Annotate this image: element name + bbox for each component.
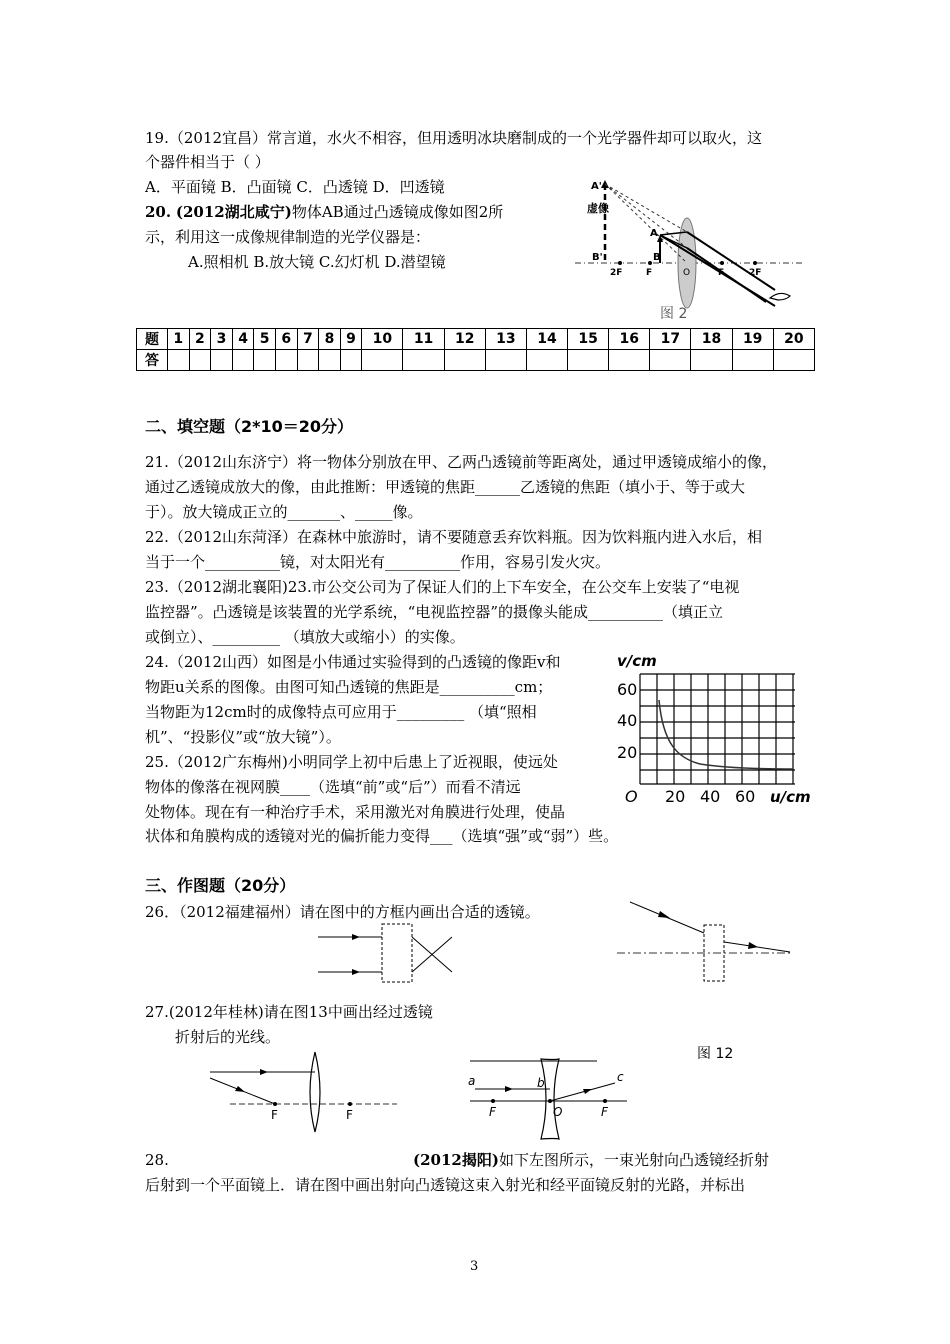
answer-cell[interactable] (403, 350, 444, 371)
table-cell-number: 4 (232, 329, 254, 350)
page-number: 3 (470, 1259, 479, 1274)
answer-cell[interactable] (444, 350, 485, 371)
answer-cell[interactable] (691, 350, 732, 371)
table-cell-number: 5 (254, 329, 276, 350)
label-f-left: F (271, 1108, 278, 1122)
q21-line2: 通过乙透镜成放大的像，由此推断：甲透镜的焦距______乙透镜的焦距（填小于、等于或大 (145, 478, 746, 496)
figure-2-lens-diagram (570, 172, 810, 322)
q27-line1: 27.(2012年桂林)请在图13中画出经过透镜 (145, 1003, 433, 1021)
answer-cell[interactable] (211, 350, 233, 371)
focal-point-right (348, 1102, 352, 1106)
label-b: b (537, 1076, 545, 1090)
table-cell-number: 18 (691, 329, 732, 350)
answer-cell[interactable] (650, 350, 691, 371)
answer-cell[interactable] (168, 350, 190, 371)
eye-icon (770, 293, 790, 300)
table-cell-number: 3 (211, 329, 233, 350)
q28-number: 28. (145, 1151, 169, 1169)
q20-options: A.照相机 B.放大镜 C.幻灯机 D.潜望镜 (188, 253, 446, 271)
label-c: c (617, 1070, 624, 1084)
answer-cell[interactable] (254, 350, 276, 371)
answer-cell[interactable] (485, 350, 526, 371)
focal-point-left (491, 1099, 495, 1103)
dashed-ray-2 (605, 184, 687, 248)
q24-line1: 24.（2012山西）如图是小伟通过实验得到的凸透镜的像距v和 (145, 653, 561, 671)
graph-x-tick: 20 (665, 787, 686, 806)
answer-cell[interactable] (297, 350, 319, 371)
q24-line3: 当物距为12cm时的成像特点可应用于_________ （填“照相 (145, 703, 537, 721)
label-a: A (650, 228, 658, 239)
q21-line1: 21.（2012山东济宁）将一物体分别放在甲、乙两凸透镜前等距离处，通过甲透镜成缩小的像， (145, 453, 778, 471)
table-header-question: 题 (137, 329, 168, 350)
arrowhead (658, 911, 670, 918)
answer-cell[interactable] (609, 350, 650, 371)
answer-table-answer-row (137, 350, 815, 371)
figure-2-caption: 图 2 (660, 306, 688, 322)
q22-line1: 22.（2012山东菏泽）在森林中旅游时，请不要随意丢弃饮料瓶。因为饮料瓶内进入水后，相 (145, 528, 763, 546)
section-2-title: 二、填空题（2*10＝20分） (145, 417, 354, 436)
q20-line1-text: 物体AB通过凸透镜成像如图2所 (291, 203, 504, 221)
arrowhead (748, 942, 758, 949)
label-a: a (468, 1074, 476, 1088)
q26-figure-right (612, 895, 797, 990)
table-cell-number: 8 (319, 329, 341, 350)
arrowhead (352, 934, 360, 940)
label-o: O (683, 268, 691, 278)
q20-line2: 示，利用这一成像规律制造的光学仪器是： (145, 228, 431, 246)
q23-line2: 监控器”。凸透镜是该装置的光学系统，“电视监控器”的摄像头能成__________（填正立 (145, 603, 724, 621)
focal-point-right (603, 1099, 607, 1103)
table-cell-number: 9 (340, 329, 362, 350)
table-cell-number: 2 (189, 329, 211, 350)
q25-line3: 处物体。现在有一种治疗手术，采用激光对角膜进行处理，使晶 (145, 803, 566, 821)
q21-line3: 于）。放大镜成正立的_______、_____像。 (145, 503, 423, 521)
label-b-prime: B' (592, 252, 603, 263)
arrowhead (235, 1086, 245, 1092)
q19-line1: 19.（2012宜昌）常言道，水火不相容，但用透明冰块磨制成的一个光学器件却可以取火，这 (145, 129, 763, 147)
graph-x-label: u/cm (770, 788, 811, 806)
answer-cell[interactable] (232, 350, 254, 371)
q23-line3: 或倒立）、_________ （填放大或缩小）的实像。 (145, 628, 465, 646)
q27-line2: 折射后的光线。 (175, 1028, 281, 1046)
answer-cell[interactable] (319, 350, 341, 371)
label-f-left: F (489, 1105, 496, 1119)
graph-x-tick: 40 (700, 787, 721, 806)
label-f-right: F (601, 1105, 608, 1119)
table-cell-number: 13 (485, 329, 526, 350)
graph-y-label: v/cm (617, 652, 657, 670)
q27-figure-concave (465, 1055, 630, 1140)
answer-cell[interactable] (275, 350, 297, 371)
dashed-ray-3 (605, 184, 687, 263)
ray-out-1 (687, 232, 775, 290)
table-cell-number: 20 (773, 329, 814, 350)
point-2f-right (753, 261, 757, 265)
figure-12-caption: 图 12 (697, 1046, 734, 1062)
label-2f-right: 2F (749, 268, 762, 278)
q27-figure-convex (205, 1048, 400, 1133)
q28-line1 (413, 1150, 769, 1170)
q25-line2: 物体的像落在视网膜____（选填“前”或“后”）而看不清远 (145, 778, 521, 796)
table-cell-number: 10 (362, 329, 403, 350)
virtual-image-label: 虚像 (587, 202, 609, 215)
v-u-graph (615, 648, 815, 808)
label-f-left: F (646, 268, 653, 278)
table-cell-number: 1 (168, 329, 190, 350)
convex-lens (310, 1052, 320, 1132)
graph-grid (640, 674, 795, 784)
label-o: O (553, 1105, 563, 1119)
table-cell-number: 19 (732, 329, 773, 350)
graph-x-tick: 60 (735, 787, 756, 806)
q20-line1 (145, 202, 503, 222)
q26-figure-left (310, 922, 460, 987)
table-cell-number: 11 (403, 329, 444, 350)
point-f-right (720, 261, 724, 265)
answer-cell[interactable] (568, 350, 609, 371)
label-a-prime: A' (591, 181, 602, 192)
arrowhead (352, 969, 360, 975)
answer-cell[interactable] (732, 350, 773, 371)
arrowhead (260, 1069, 268, 1075)
dashed-ray-1 (605, 184, 687, 232)
answer-cell[interactable] (189, 350, 211, 371)
q24-line4: 机”、“投影仪”或“放大镜”）。 (145, 728, 341, 746)
table-cell-number: 7 (297, 329, 319, 350)
label-b: B (653, 252, 661, 263)
optical-center (548, 1099, 552, 1103)
graph-origin-label: O (625, 787, 638, 806)
table-cell-number: 6 (275, 329, 297, 350)
q28-line2: 后射到一个平面镜上．请在图中画出射向凸透镜这束入射光和经平面镜反射的光路，并标出 (145, 1176, 746, 1194)
q20-source: (2012湖北咸宁) (175, 203, 292, 221)
v-u-curve (659, 700, 793, 769)
arrowhead (505, 1086, 513, 1092)
table-cell-number: 14 (526, 329, 567, 350)
answer-cell[interactable] (773, 350, 814, 371)
q26-text: 26．（2012福建福州）请在图中的方框内画出合适的透镜。 (145, 903, 540, 921)
table-cell-number: 16 (609, 329, 650, 350)
q25-line4: 状体和角膜构成的透镜对光的偏折能力变得___（选填“强”或“弱”）些。 (145, 827, 619, 845)
label-f-right: F (346, 1108, 353, 1122)
table-header-answer: 答 (137, 350, 168, 371)
answer-cell[interactable] (362, 350, 403, 371)
answer-cell[interactable] (340, 350, 362, 371)
answer-cell[interactable] (526, 350, 567, 371)
q25-line1: 25.（2012广东梅州)小明同学上初中后患上了近视眼，使远处 (145, 753, 558, 771)
arrowhead (583, 1089, 592, 1094)
point-2f-left (618, 261, 622, 265)
table-cell-number: 15 (568, 329, 609, 350)
graph-y-tick: 40 (617, 711, 638, 730)
q23-line1: 23.（2012湖北襄阳)23.市公交公司为了保证人们的上下车安全，在公交车上安装了“电视 (145, 578, 740, 596)
point-f-left (648, 261, 652, 265)
q19-line2: 个器件相当于（ ） (145, 153, 270, 171)
label-f-right: F (718, 268, 725, 278)
q28-source: (2012揭阳) (413, 1151, 499, 1169)
q22-line2: 当于一个__________镜，对太阳光有__________作用，容易引发火灾。 (145, 553, 611, 571)
section-3-title: 三、作图题（20分） (145, 876, 296, 895)
table-cell-number: 17 (650, 329, 691, 350)
ray-c (550, 1083, 615, 1101)
focal-point-left (273, 1102, 277, 1106)
answer-table-header-row (137, 329, 815, 350)
q19-options: A．平面镜 B．凸面镜 C．凸透镜 D．凹透镜 (145, 178, 445, 196)
answer-table (136, 328, 815, 371)
graph-y-tick: 20 (617, 743, 638, 762)
q24-line2: 物距u关系的图像。由图可知凸透镜的焦距是__________cm； (145, 678, 553, 696)
table-cell-number: 12 (444, 329, 485, 350)
label-2f-left: 2F (610, 268, 623, 278)
q28-line1-text: 如下左图所示，一束光射向凸透镜经折射 (498, 1151, 769, 1169)
graph-y-tick: 60 (617, 680, 638, 699)
q20-number: 20. (145, 203, 172, 221)
lens-box[interactable] (382, 924, 412, 982)
